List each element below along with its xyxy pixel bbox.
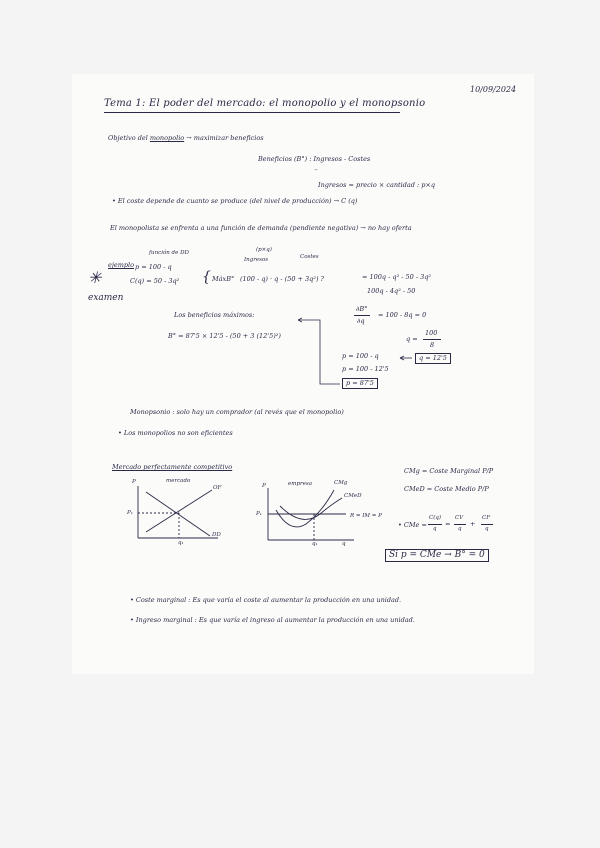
cme-frac2-bar xyxy=(454,524,466,525)
coste-note: • El coste depende de cuanto se produce (del nivel de producción) → C (q) xyxy=(112,197,358,205)
page-title: Tema 1: El poder del mercado: el monopolio y el monopsonio xyxy=(104,98,426,109)
chart1-p-label: P xyxy=(132,479,136,485)
mercado-title: Mercado perfectamente competitivo xyxy=(112,463,233,471)
label-ingresos: Ingresos xyxy=(244,257,269,263)
chart2-r-label: R = IM = P xyxy=(350,513,382,519)
firm-cmed-curve xyxy=(280,498,342,519)
beneficios-arrow-mark: ⌣ xyxy=(314,167,318,173)
cme-frac3-bar xyxy=(481,524,493,525)
chart2-cmg-label: CMg xyxy=(334,480,348,486)
ingresos-formula: Ingresos = precio × cantidad : p×q xyxy=(318,181,436,189)
label-pq: (p×q) xyxy=(256,247,272,253)
cme-frac3-num: CF xyxy=(482,515,491,521)
p-line-1: p = 100 - q xyxy=(342,352,379,360)
ejemplo-label: ejemplo xyxy=(108,261,135,269)
eq-right-1: = 100q - q² - 50 - 3q² xyxy=(362,273,432,281)
monopolios-note: • Los monopolios no son eficientes xyxy=(118,429,233,437)
star-icon: ✳ xyxy=(88,268,102,287)
eq-max-label: MáxB° xyxy=(212,275,235,283)
cme-eq-sign: = xyxy=(445,520,451,528)
deriv-rhs: = 100 - 8q = 0 xyxy=(378,311,427,319)
cme-frac1-bar xyxy=(428,524,442,525)
p-result: p = 87'5 xyxy=(342,378,378,389)
cmg-def-tail: P/P xyxy=(482,467,494,475)
q-eq: q = xyxy=(406,335,418,343)
chart1-dd-label: DD xyxy=(212,532,221,538)
deriv-numerator: ∂B° xyxy=(356,305,368,313)
objetivo-rest: → maximizar beneficios xyxy=(186,134,264,142)
q-result: q = 12'5 xyxy=(415,353,451,364)
cme-lhs: • CMe = xyxy=(398,521,427,529)
cme-boxed-result: Si p = CMe → B° = 0 xyxy=(385,549,489,562)
objetivo-label: Objetivo del xyxy=(108,134,148,142)
label-costes: Costes xyxy=(300,254,319,260)
chart2-q1-label: q₁ xyxy=(312,541,318,547)
cmed-definition xyxy=(404,486,489,493)
cme-frac2-den: q xyxy=(458,526,462,532)
date: 10/09/2024 xyxy=(470,85,517,94)
market-demand-curve xyxy=(146,492,210,536)
chart2-q-label: q xyxy=(342,541,346,547)
eq-max: (100 - q) · q - (50 + 3q²) ? xyxy=(240,275,325,283)
chart1-q1-label: q₁ xyxy=(178,540,184,546)
ingreso-marginal-definition: • Ingreso marginal : Es que varía el ingreso al aumentar la producción en una unidad. xyxy=(130,616,415,624)
eq-cost: C(q) = 50 - 3q² xyxy=(130,277,180,285)
chart2-cmed-label: CMeD xyxy=(344,493,362,499)
p-line-2: p = 100 - 12'5 xyxy=(342,365,389,373)
cme-plus-sign: + xyxy=(470,520,476,528)
cmg-def-text: CMg = Coste Marginal xyxy=(404,467,481,475)
beneficios-maximos-formula: B° = 87'5 × 12'5 - (50 + 3 (12'5)²) xyxy=(168,332,281,340)
coste-marginal-definition: • Coste marginal : Es que varía el coste al aumentar la producción en una unidad. xyxy=(130,596,402,604)
examen-mark: examen xyxy=(88,293,124,303)
q-frac-den: 8 xyxy=(430,341,435,349)
cmg-definition xyxy=(404,468,493,475)
chart2-p1-label: P₁ xyxy=(256,511,262,517)
beneficios-formula: Beneficios (B°) : Ingresos - Costes xyxy=(258,155,371,163)
beneficios-maximos-label: Los beneficios máximos: xyxy=(174,311,255,319)
eq-demand: p = 100 - q xyxy=(135,263,172,271)
chart2-p-label: P xyxy=(262,483,266,489)
cme-frac2-num: CV xyxy=(455,515,464,521)
cmed-def-tail: P/P xyxy=(477,485,489,493)
ejemplo-sub: función de DD xyxy=(149,250,189,256)
cme-frac1-num: C(q) xyxy=(429,515,442,521)
monopsonio-text: Monopsonio : solo hay un comprador (al revés que el monopolio) xyxy=(130,408,344,416)
brace: { xyxy=(202,269,211,285)
q-frac-num: 100 xyxy=(425,329,438,337)
objetivo-term: monopolio xyxy=(149,134,185,142)
cmed-def-text: CMeD = Coste Medio xyxy=(404,485,476,493)
firm-cmg-curve xyxy=(276,490,334,527)
arrow-to-beneficios xyxy=(298,320,340,384)
cme-frac1-den: q xyxy=(433,526,437,532)
eq-right-2: 100q - 4q² - 50 xyxy=(367,287,416,295)
chart1-title: mercado xyxy=(166,478,191,484)
monopolista-text: El monopolista se enfrenta a una función de demanda (pendiente negativa) → no hay oferta xyxy=(110,224,412,232)
deriv-denominator: ∂q xyxy=(357,317,365,325)
chart1-p1-label: P₁ xyxy=(127,510,133,516)
cme-frac3-den: q xyxy=(485,526,489,532)
chart1-of-label: OF xyxy=(213,485,222,491)
chart2-title: empresa xyxy=(288,481,312,487)
